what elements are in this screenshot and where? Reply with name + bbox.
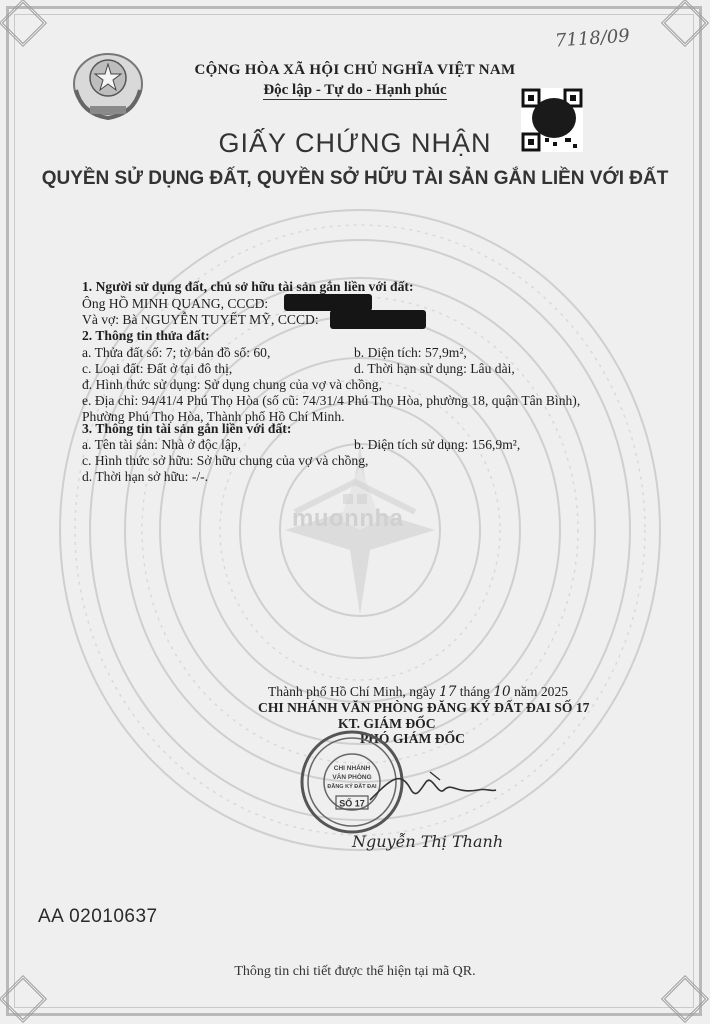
ownership-term: d. Thời hạn sở hữu: -/-.	[82, 469, 209, 484]
date-month-word: tháng	[456, 684, 494, 699]
nation-name: CỘNG HÒA XÃ HỘI CHỦ NGHĨA VIỆT NAM	[194, 62, 516, 78]
date-year: năm 2025	[510, 684, 569, 699]
svg-text:SỐ 17: SỐ 17	[339, 798, 365, 809]
ownership-form: c. Hình thức sở hữu: Sở hữu chung của vợ và chồng,	[82, 453, 369, 468]
signature-icon	[360, 760, 500, 820]
certificate-serial-number: AA 02010637	[38, 906, 158, 927]
asset-name: a. Tên tài sản: Nhà ở độc lập,	[82, 437, 242, 452]
parcel-number: a. Thửa đất số: 7; tờ bản đồ số: 60,	[82, 345, 271, 360]
asset-floor-area: b. Diện tích sử dụng: 156,9m²,	[354, 437, 521, 452]
address-line-1: e. Địa chỉ: 94/41/4 Phú Thọ Hòa (số cũ: 74/31/4 Phú Thọ Hòa, phường 18, quận Tân Bình),	[82, 393, 581, 408]
svg-text:VĂN PHÒNG: VĂN PHÒNG	[332, 774, 372, 781]
redacted-id-2	[330, 310, 426, 329]
place-date	[268, 684, 568, 700]
certificate-subtitle: QUYỀN SỬ DỤNG ĐẤT, QUYỀN SỞ HỮU TÀI SẢN GẮN LIỀN VỚI ĐẤT	[41, 168, 669, 189]
owner2-line: Và vợ: Bà NGUYỄN TUYẾT MỸ, CCCD:	[82, 312, 319, 327]
qr-footer-note: Thông tin chi tiết được thể hiện tại mã QR.	[234, 964, 476, 979]
issuing-office: CHI NHÁNH VĂN PHÒNG ĐĂNG KÝ ĐẤT ĐAI SỐ 17	[258, 700, 590, 715]
usage-term: d. Thời hạn sử dụng: Lâu dài,	[354, 361, 515, 376]
usage-form: đ. Hình thức sử dụng: Sử dụng chung của vợ và chồng,	[82, 377, 382, 392]
section2-heading: 2. Thông tin thửa đất:	[82, 328, 210, 343]
watermark-text: muonnha	[292, 505, 404, 532]
motto-text: Độc lập - Tự do - Hạnh phúc	[263, 82, 447, 98]
place-date-prefix: Thành phố Hồ Chí Minh, ngày	[268, 684, 440, 699]
section3-heading: 3. Thông tin tài sản gắn liền với đất:	[82, 421, 292, 436]
redacted-id-1	[284, 294, 372, 311]
svg-text:ĐĂNG KÝ ĐẤT ĐAI: ĐĂNG KÝ ĐẤT ĐAI	[327, 784, 377, 790]
signer-name: Nguyễn Thị Thanh	[352, 832, 504, 851]
parcel-area: b. Diện tích: 57,9m²,	[354, 345, 467, 360]
svg-text:CHI NHÁNH: CHI NHÁNH	[333, 765, 371, 772]
owner1-line: Ông HỒ MINH QUANG, CCCD:	[82, 296, 269, 311]
handwritten-serial: 7118/09	[554, 25, 631, 52]
section1-heading: 1. Người sử dụng đất, chủ sở hữu tài sản gắn liền với đất:	[82, 279, 414, 294]
land-type: c. Loại đất: Đất ở tại đô thị,	[82, 361, 233, 376]
date-month: 10	[493, 684, 511, 700]
certificate-title: GIẤY CHỨNG NHẬN	[218, 128, 492, 158]
deputy-director: PHÓ GIÁM ĐỐC	[360, 731, 465, 746]
address-line-2: Phường Phú Thọ Hòa, Thành phố Hồ Chí Minh.	[82, 409, 345, 424]
national-motto	[0, 82, 710, 99]
date-day: 17	[439, 684, 457, 700]
kt-director: KT. GIÁM ĐỐC	[338, 716, 436, 731]
